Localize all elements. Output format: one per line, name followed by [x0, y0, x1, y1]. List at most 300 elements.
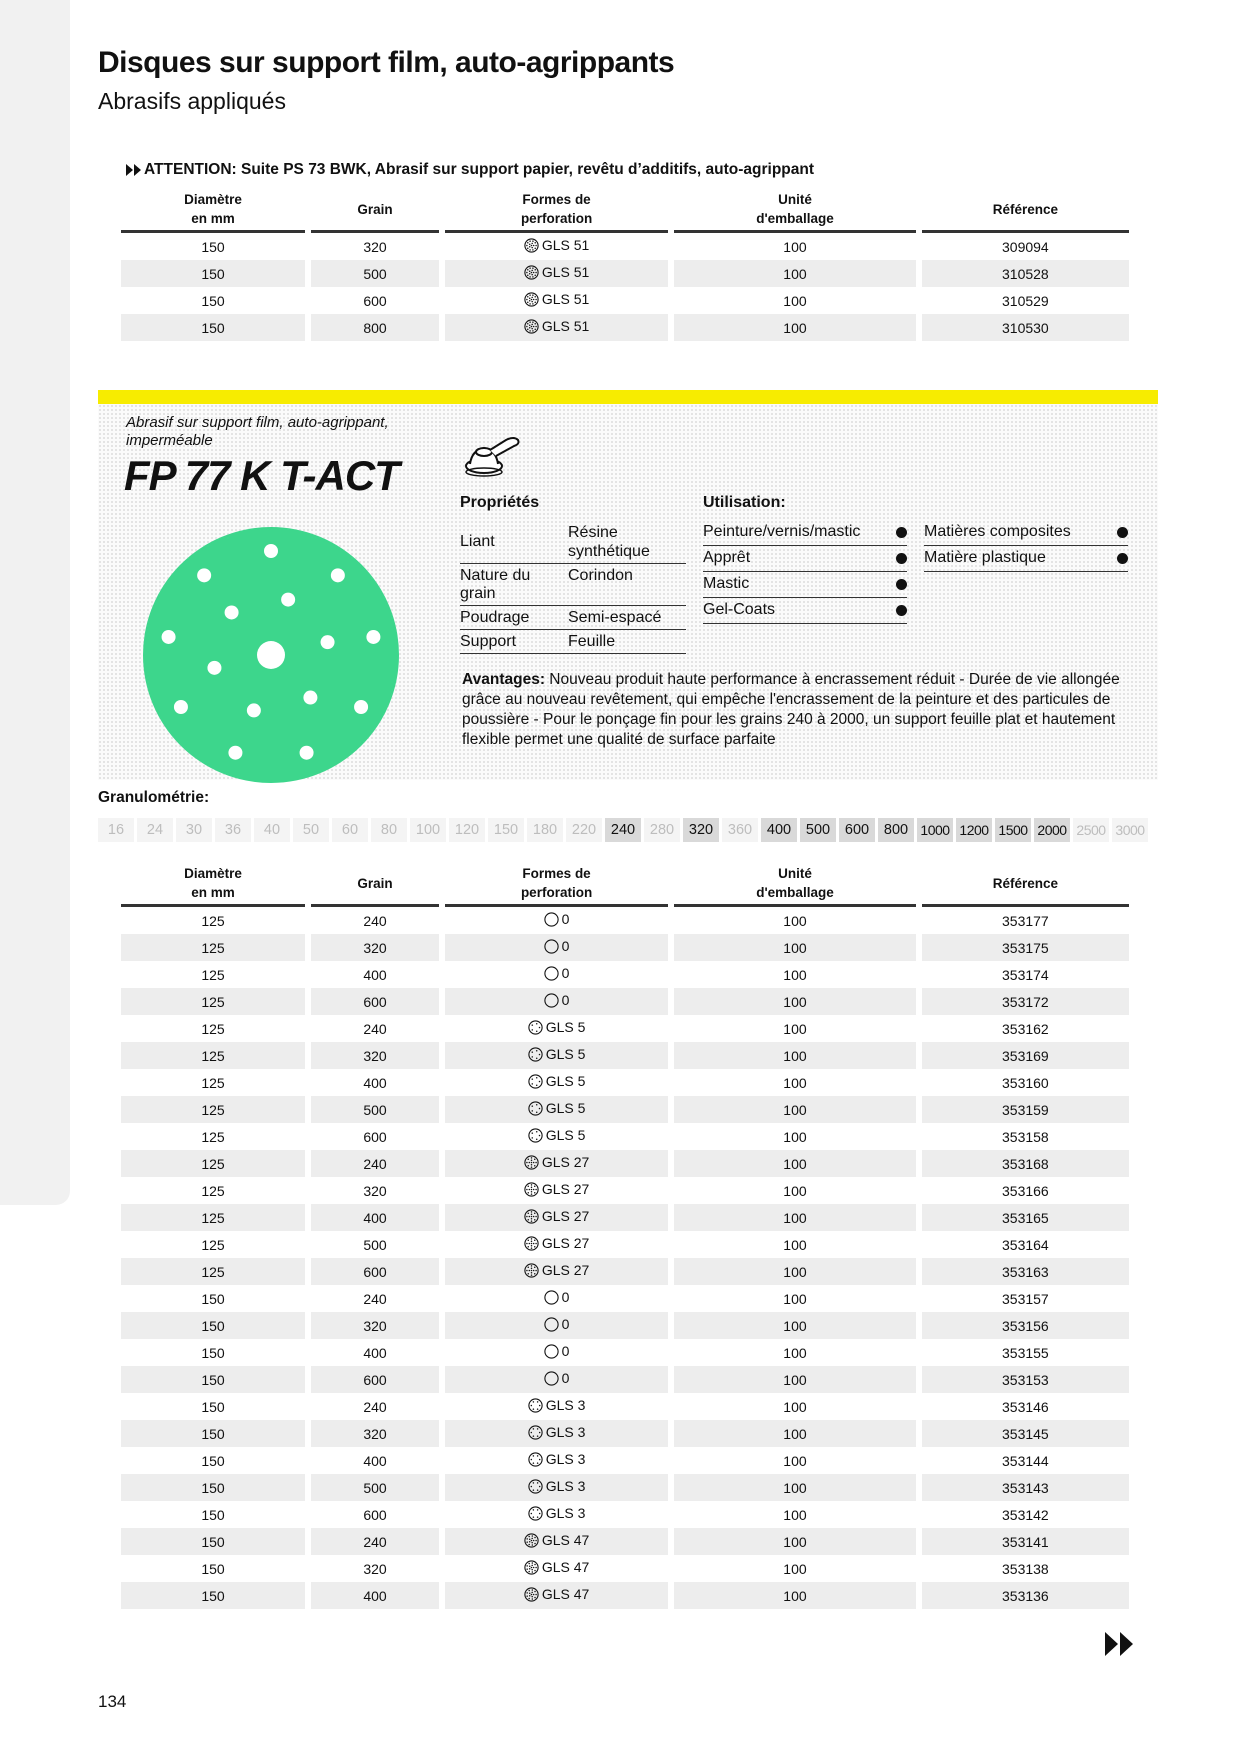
col-unit: Unité d'emballage: [674, 188, 915, 233]
disc-hole: [197, 568, 211, 582]
cell-grain: 400: [363, 966, 387, 983]
cell-diameter: 125: [121, 1150, 305, 1177]
perforation-label: GLS 27: [541, 1262, 590, 1279]
cell-unit: 100: [783, 912, 807, 929]
disc-hole: [264, 544, 278, 558]
cell-diameter: 150: [121, 1474, 305, 1501]
grain-size-40: 40: [254, 818, 290, 842]
grain-size-50: 50: [293, 818, 329, 842]
table-row: [121, 1177, 1129, 1204]
disc-hole: [300, 746, 314, 760]
cell-perforation: [445, 1015, 668, 1042]
gls-5-hole-pattern-icon: [528, 1020, 543, 1035]
page-subtitle: Abrasifs appliqués: [98, 88, 286, 114]
no-hole-disc-icon: [544, 939, 559, 954]
cell-diameter: 150: [121, 1366, 305, 1393]
grain-size-1000: 1000: [917, 818, 953, 842]
cell-diameter: 125: [121, 1258, 305, 1285]
disc-hole: [174, 700, 188, 714]
cell-diameter: 150: [201, 1290, 225, 1307]
property-value: Résine synthétique: [568, 524, 650, 560]
cell-perforation: [445, 1096, 668, 1123]
perforation-label: GLS 27: [541, 1208, 590, 1225]
perforation-label: 0: [561, 1289, 570, 1306]
cell-unit: 100: [783, 1074, 807, 1091]
property-row: [460, 520, 686, 564]
utilisation-label: Gel-Coats: [703, 601, 776, 618]
cell-reference: 353163: [922, 1258, 1129, 1285]
table-row: [121, 1312, 1129, 1339]
cell-diameter: 150: [121, 1312, 305, 1339]
cell-unit: 100: [674, 1150, 915, 1177]
perforation-label: GLS 27: [541, 1181, 590, 1198]
cell-perforation: [445, 1123, 668, 1150]
cell-reference: 353143: [922, 1474, 1129, 1501]
cell-reference: 309094: [1002, 238, 1049, 255]
cell-reference: 353141: [922, 1528, 1129, 1555]
col-grain: Grain: [311, 188, 439, 233]
cell-reference: 353160: [1002, 1074, 1049, 1091]
property-row: [460, 630, 686, 654]
cell-diameter: 150: [201, 1560, 225, 1577]
perforation-label: GLS 3: [545, 1451, 586, 1468]
table-row: [121, 1042, 1129, 1069]
product-table-2: [121, 862, 1129, 1609]
table-row: [121, 1474, 1129, 1501]
gls-51-hole-pattern-icon: [524, 292, 539, 307]
grain-size-150: 150: [488, 818, 524, 842]
grain-scale: [98, 818, 1148, 842]
cell-reference: 353159: [922, 1096, 1129, 1123]
table-row: [121, 1528, 1129, 1555]
perforation-label: GLS 3: [545, 1424, 586, 1441]
cell-grain: 320: [363, 1560, 387, 1577]
gls-3-hole-pattern-icon: [528, 1398, 543, 1413]
cell-perforation: [445, 1474, 668, 1501]
cell-grain: 320: [311, 1420, 439, 1447]
no-hole-disc-icon: [544, 1317, 559, 1332]
cell-grain: 240: [311, 1150, 439, 1177]
grain-size-36: 36: [215, 818, 251, 842]
cell-unit: 100: [783, 1236, 807, 1253]
cell-diameter: 150: [201, 1344, 225, 1361]
cell-reference: 353174: [1002, 966, 1049, 983]
cell-perforation: [445, 934, 668, 961]
col-diameter: Diamètre en mm: [121, 188, 305, 233]
cell-reference: 353142: [1002, 1506, 1049, 1523]
cell-grain: 600: [311, 1366, 439, 1393]
cell-perforation: [445, 1042, 668, 1069]
table-row: [121, 1582, 1129, 1609]
cell-unit: 100: [674, 1582, 915, 1609]
cell-diameter: 150: [121, 1582, 305, 1609]
perforation-label: GLS 3: [545, 1505, 586, 1522]
cell-reference: 353153: [922, 1366, 1129, 1393]
cell-reference: 353138: [1002, 1560, 1049, 1577]
cell-unit: 100: [783, 238, 807, 255]
cell-unit: 100: [783, 292, 807, 309]
grain-size-100: 100: [410, 818, 446, 842]
cell-grain: 320: [363, 238, 387, 255]
table-row: [121, 1555, 1129, 1582]
no-hole-disc-icon: [544, 1344, 559, 1359]
grain-size-80: 80: [371, 818, 407, 842]
disc-hole: [257, 641, 285, 669]
cell-unit: 100: [783, 966, 807, 983]
cell-reference: 353164: [1002, 1236, 1049, 1253]
cell-unit: 100: [674, 1528, 915, 1555]
grain-size-120: 120: [449, 818, 485, 842]
perforation-label: GLS 5: [545, 1127, 586, 1144]
table-row: [121, 1366, 1129, 1393]
cell-unit: 100: [783, 1182, 807, 1199]
cell-diameter: 150: [121, 260, 305, 287]
cell-unit: 100: [783, 1560, 807, 1577]
cell-unit: 100: [674, 260, 915, 287]
perforation-label: GLS 3: [545, 1478, 586, 1495]
cell-perforation: [445, 1339, 668, 1366]
table-row: [121, 1150, 1129, 1177]
cell-unit: 100: [674, 314, 915, 341]
utilisation-item: [924, 546, 1128, 572]
gls-3-hole-pattern-icon: [528, 1425, 543, 1440]
cell-perforation: [445, 1150, 668, 1177]
perforation-label: GLS 51: [541, 237, 590, 254]
perforation-label: GLS 47: [541, 1586, 590, 1603]
grain-size-60: 60: [332, 818, 368, 842]
gls-3-hole-pattern-icon: [528, 1479, 543, 1494]
cell-grain: 500: [311, 1096, 439, 1123]
yellow-band: [98, 390, 1158, 404]
disc-hole: [366, 630, 380, 644]
grain-size-1500: 1500: [995, 818, 1031, 842]
gls-47-hole-pattern-icon: [524, 1560, 539, 1575]
table-row: [121, 961, 1129, 988]
property-key: Poudrage: [460, 609, 530, 626]
table-row: [121, 1123, 1129, 1150]
cell-diameter: 150: [201, 1452, 225, 1469]
perforation-label: 0: [561, 1316, 570, 1333]
cell-perforation: [445, 1447, 668, 1474]
bullet-dot-icon: [896, 605, 907, 616]
cell-unit: 100: [674, 934, 915, 961]
table-row: [121, 314, 1129, 341]
cell-grain: 400: [363, 1452, 387, 1469]
perforation-label: GLS 27: [541, 1235, 590, 1252]
cell-grain: 500: [311, 1474, 439, 1501]
cell-unit: 100: [783, 1506, 807, 1523]
perforation-label: GLS 5: [545, 1100, 586, 1117]
gls-27-hole-pattern-icon: [524, 1209, 539, 1224]
gls-5-hole-pattern-icon: [528, 1047, 543, 1062]
property-value: Feuille: [568, 633, 616, 650]
grain-size-3000: 3000: [1112, 818, 1148, 842]
bullet-dot-icon: [896, 527, 907, 538]
cell-grain: 400: [311, 1582, 439, 1609]
cell-reference: 353146: [1002, 1398, 1049, 1415]
col-unit: Unité d'emballage: [674, 862, 915, 907]
table-row: [121, 1447, 1129, 1474]
cell-unit: 100: [674, 1312, 915, 1339]
gls-27-hole-pattern-icon: [524, 1155, 539, 1170]
cell-perforation: [445, 1285, 668, 1312]
cell-grain: 400: [363, 1344, 387, 1361]
cell-perforation: [445, 233, 668, 260]
grain-size-600: 600: [839, 818, 875, 842]
cell-reference: 353145: [922, 1420, 1129, 1447]
grain-size-220: 220: [566, 818, 602, 842]
gls-47-hole-pattern-icon: [524, 1533, 539, 1548]
cell-perforation: [445, 988, 668, 1015]
table-row: [121, 1069, 1129, 1096]
cell-perforation: [445, 1258, 668, 1285]
cell-perforation: [445, 1204, 668, 1231]
cell-reference: 353158: [1002, 1128, 1049, 1145]
cell-grain: 600: [363, 1506, 387, 1523]
cell-diameter: 125: [201, 1182, 225, 1199]
perforation-label: GLS 5: [545, 1073, 586, 1090]
green-abrasive-disc-image: [140, 524, 402, 786]
cell-diameter: 125: [201, 1020, 225, 1037]
cell-perforation: [445, 260, 668, 287]
grain-size-30: 30: [176, 818, 212, 842]
table-row: [121, 1339, 1129, 1366]
property-row: [460, 564, 686, 606]
table-row: [121, 233, 1129, 260]
utilisation-label: Matières composites: [924, 523, 1071, 540]
table-row: [121, 907, 1129, 934]
no-hole-disc-icon: [544, 1290, 559, 1305]
table-row: [121, 1258, 1129, 1285]
cell-grain: 800: [311, 314, 439, 341]
perforation-label: 0: [561, 965, 570, 982]
utilisation-item: [703, 546, 907, 572]
gls-27-hole-pattern-icon: [524, 1182, 539, 1197]
perforation-label: 0: [561, 1370, 570, 1387]
disc-hole: [281, 593, 295, 607]
property-value: Corindon: [568, 567, 633, 584]
cell-unit: 100: [783, 1290, 807, 1307]
cell-grain: 500: [311, 260, 439, 287]
cell-reference: 353166: [1002, 1182, 1049, 1199]
utilisation-item: [703, 520, 907, 546]
grain-size-800: 800: [878, 818, 914, 842]
cell-grain: 600: [363, 292, 387, 309]
cell-diameter: 150: [121, 1420, 305, 1447]
cell-diameter: 125: [201, 1074, 225, 1091]
col-perforation: Formes de perforation: [445, 188, 668, 233]
cell-reference: 353136: [922, 1582, 1129, 1609]
cell-grain: 600: [311, 1258, 439, 1285]
utilisation-item: [924, 520, 1128, 546]
cell-perforation: [445, 314, 668, 341]
cell-unit: 100: [674, 1258, 915, 1285]
table-row: [121, 1420, 1129, 1447]
utilisation-label: Matière plastique: [924, 549, 1046, 566]
properties-table: [460, 520, 686, 654]
cell-grain: 320: [311, 1042, 439, 1069]
cell-unit: 100: [674, 1474, 915, 1501]
perforation-label: GLS 51: [541, 291, 590, 308]
gls-51-hole-pattern-icon: [524, 265, 539, 280]
perforation-label: GLS 3: [545, 1397, 586, 1414]
grain-size-16: 16: [98, 818, 134, 842]
cell-diameter: 125: [201, 1236, 225, 1253]
cell-unit: 100: [674, 1204, 915, 1231]
gls-27-hole-pattern-icon: [524, 1236, 539, 1251]
utilisation-label: Mastic: [703, 575, 750, 592]
perforation-label: GLS 5: [545, 1019, 586, 1036]
cell-diameter: 125: [121, 1042, 305, 1069]
cell-reference: 353162: [1002, 1020, 1049, 1037]
cell-perforation: [445, 961, 668, 988]
cell-reference: 353156: [922, 1312, 1129, 1339]
cell-diameter: 150: [201, 238, 225, 255]
cell-unit: 100: [783, 1344, 807, 1361]
table-row: [121, 1501, 1129, 1528]
cell-grain: 240: [363, 912, 387, 929]
grain-size-500: 500: [800, 818, 836, 842]
gls-5-hole-pattern-icon: [528, 1074, 543, 1089]
cell-perforation: [445, 907, 668, 934]
cell-perforation: [445, 1231, 668, 1258]
perforation-label: 0: [561, 1343, 570, 1360]
cell-grain: 500: [363, 1236, 387, 1253]
cell-reference: 310530: [922, 314, 1129, 341]
cell-unit: 100: [674, 1096, 915, 1123]
grain-size-180: 180: [527, 818, 563, 842]
cell-unit: 100: [674, 1420, 915, 1447]
gls-3-hole-pattern-icon: [528, 1506, 543, 1521]
utilisation-list-2: [924, 520, 1128, 572]
no-hole-disc-icon: [544, 912, 559, 927]
disc-hole: [225, 605, 239, 619]
cell-diameter: 125: [121, 934, 305, 961]
cell-diameter: 150: [121, 314, 305, 341]
property-key: Nature du grain: [460, 567, 531, 602]
cell-grain: 240: [363, 1290, 387, 1307]
cell-grain: 320: [363, 1182, 387, 1199]
disc-hole: [331, 568, 345, 582]
page-title: Disques sur support film, auto-agrippants: [98, 46, 675, 79]
property-key: Liant: [460, 533, 495, 550]
bullet-dot-icon: [1117, 527, 1128, 538]
cell-perforation: [445, 1366, 668, 1393]
table-row: [121, 260, 1129, 287]
cell-reference: 310528: [922, 260, 1129, 287]
disc-hole: [303, 691, 317, 705]
cell-perforation: [445, 1177, 668, 1204]
gls-5-hole-pattern-icon: [528, 1128, 543, 1143]
perforation-label: GLS 27: [541, 1154, 590, 1171]
disc-hole: [207, 661, 221, 675]
table-row: [121, 1204, 1129, 1231]
grain-size-2500: 2500: [1073, 818, 1109, 842]
disc-hole: [354, 700, 368, 714]
grain-size-24: 24: [137, 818, 173, 842]
cell-perforation: [445, 1420, 668, 1447]
cell-reference: 353169: [922, 1042, 1129, 1069]
orbital-sander-icon: [462, 430, 524, 480]
cell-diameter: 150: [121, 1528, 305, 1555]
no-hole-disc-icon: [544, 1371, 559, 1386]
disc-hole: [321, 635, 335, 649]
table-row: [121, 1231, 1129, 1258]
table-row: [121, 1285, 1129, 1312]
cell-grain: 600: [363, 1128, 387, 1145]
property-row: [460, 606, 686, 630]
bullet-dot-icon: [896, 579, 907, 590]
cell-unit: 100: [783, 1398, 807, 1415]
cell-diameter: 150: [201, 1506, 225, 1523]
cell-reference: 353177: [1002, 912, 1049, 929]
cell-perforation: [445, 1501, 668, 1528]
granulometry-label: Granulométrie:: [98, 789, 210, 806]
cell-grain: 240: [363, 1398, 387, 1415]
grain-size-1200: 1200: [956, 818, 992, 842]
cell-perforation: [445, 287, 668, 314]
grain-size-280: 280: [644, 818, 680, 842]
no-hole-disc-icon: [544, 966, 559, 981]
cell-diameter: 125: [201, 1128, 225, 1145]
disc-hole: [162, 630, 176, 644]
cell-perforation: [445, 1582, 668, 1609]
bullet-dot-icon: [1117, 553, 1128, 564]
cell-grain: 240: [311, 1528, 439, 1555]
cell-perforation: [445, 1555, 668, 1582]
perforation-label: 0: [561, 911, 570, 928]
side-tab: [0, 0, 70, 1205]
cell-grain: 320: [311, 934, 439, 961]
cell-reference: 353157: [1002, 1290, 1049, 1307]
cell-unit: 100: [674, 988, 915, 1015]
cell-perforation: [445, 1393, 668, 1420]
utilisation-item: [703, 598, 907, 624]
grain-size-2000: 2000: [1034, 818, 1070, 842]
perforation-label: GLS 51: [541, 318, 590, 335]
page-number: 134: [98, 1692, 127, 1711]
no-hole-disc-icon: [544, 993, 559, 1008]
disc-hole: [247, 703, 261, 717]
grain-size-360: 360: [722, 818, 758, 842]
cell-diameter: 125: [121, 1096, 305, 1123]
gls-51-hole-pattern-icon: [524, 319, 539, 334]
perforation-label: GLS 47: [541, 1559, 590, 1576]
grain-size-400: 400: [761, 818, 797, 842]
cell-unit: 100: [674, 1042, 915, 1069]
perforation-label: 0: [561, 938, 570, 955]
cell-diameter: 125: [201, 912, 225, 929]
table-row: [121, 934, 1129, 961]
cell-reference: 310529: [1002, 292, 1049, 309]
table-row: [121, 1393, 1129, 1420]
cell-reference: 353165: [922, 1204, 1129, 1231]
cell-diameter: 125: [201, 966, 225, 983]
double-chevron-right-icon: [1105, 1632, 1135, 1656]
attention-note: ATTENTION: Suite PS 73 BWK, Abrasif sur support papier, revêtu d’additifs, auto-agrippant: [144, 161, 815, 178]
cell-diameter: 125: [121, 1204, 305, 1231]
cell-unit: 100: [783, 1020, 807, 1037]
cell-unit: 100: [783, 1452, 807, 1469]
cell-grain: 240: [363, 1020, 387, 1037]
advantages-text: Avantages: Nouveau produit haute performance à encrassement réduit - Durée de vie allongée grâce au nouveau revêtement, qui empêche l'encrassement de la peinture et des particules de poussière - Pour le ponçage fin pour les grains 240 à 2000, un support feuille plat et hautement flexible permet une qualité de surface parfaite: [462, 671, 1120, 748]
disc-hole: [228, 746, 242, 760]
table-row: [121, 1096, 1129, 1123]
product-description: Abrasif sur support film, auto-agrippant, imperméable: [126, 414, 389, 449]
table-row: [121, 1015, 1129, 1042]
perforation-label: GLS 47: [541, 1532, 590, 1549]
perforation-label: GLS 51: [541, 264, 590, 281]
